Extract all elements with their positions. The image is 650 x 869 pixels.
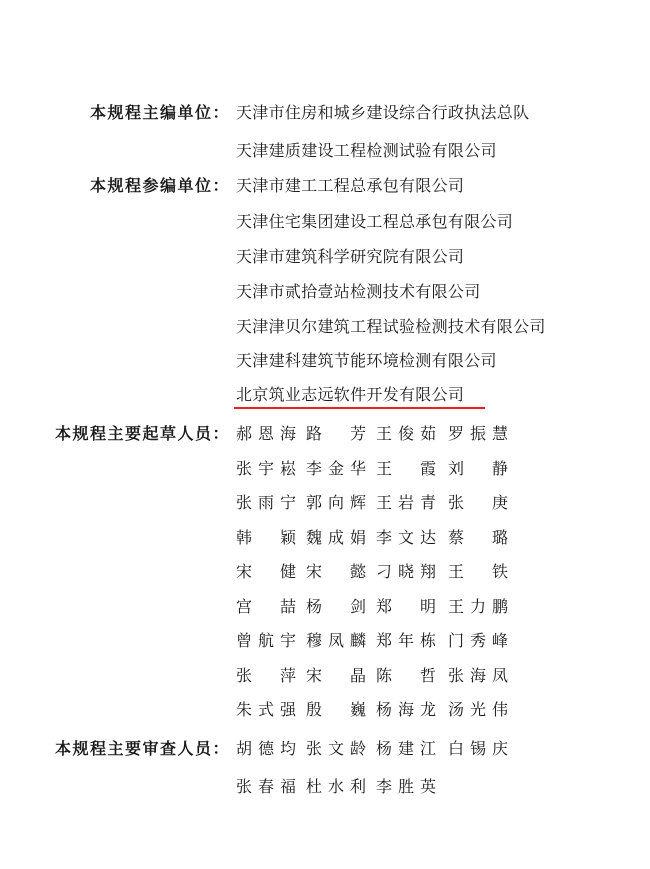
person-name: 门秀峰 [448, 631, 508, 650]
person-name: 张春福 [236, 777, 296, 796]
person-name: 张庚 [448, 493, 508, 512]
person-name: 路芳 [306, 424, 366, 443]
person-name: 白锡庆 [448, 739, 508, 758]
person-name: 杨海龙 [376, 700, 436, 719]
person-name: 王岩青 [376, 493, 436, 512]
participating-org: 天津市建筑科学研究院有限公司 [236, 247, 465, 266]
person-name: 张宇崧 [236, 458, 296, 478]
person-name: 罗振慧 [448, 424, 508, 443]
person-name: 蔡璐 [448, 527, 508, 547]
participating-org: 天津津贝尔建筑工程试验检测技术有限公司 [236, 317, 546, 336]
person-name: 穆凤麟 [306, 631, 366, 650]
person-name: 宋懿 [306, 562, 366, 581]
person-name: 张雨宁 [236, 493, 296, 512]
person-name: 张海凤 [448, 665, 508, 685]
person-name: 朱式强 [236, 700, 296, 719]
person-name: 刁晓翔 [376, 562, 436, 581]
person-name: 张文龄 [306, 739, 366, 758]
participating-org: 天津住宅集团建设工程总承包有限公司 [236, 212, 514, 231]
person-name: 曾航宇 [236, 631, 296, 650]
person-name: 郑明 [376, 596, 436, 616]
person-name: 宋健 [236, 562, 296, 581]
person-name: 魏成娟 [306, 527, 366, 547]
participating-org-highlighted: 北京筑业志远软件开发有限公司 [236, 385, 465, 404]
person-name: 宫喆 [236, 596, 296, 616]
participating-org: 天津市贰拾壹站检测技术有限公司 [236, 282, 481, 301]
drafters-label: 本规程主要起草人员： [54, 424, 230, 443]
person-name: 王铁 [448, 562, 508, 581]
person-name: 杨建江 [376, 739, 436, 758]
person-name: 郝恩海 [236, 424, 296, 443]
person-name: 宋晶 [306, 665, 366, 685]
person-name: 殷巍 [306, 700, 366, 719]
participating-org: 天津建科建筑节能环境检测有限公司 [236, 351, 497, 370]
reviewers-label: 本规程主要审查人员： [54, 739, 230, 758]
person-name: 韩颖 [236, 527, 296, 547]
person-name: 王力鹏 [448, 596, 508, 616]
person-name: 张萍 [236, 665, 296, 685]
chief-editor-org: 天津建质建设工程检测试验有限公司 [236, 141, 497, 160]
person-name: 刘静 [448, 458, 508, 478]
participating-label: 本规程参编单位： [89, 176, 230, 195]
chief-editor-label: 本规程主编单位： [89, 103, 230, 122]
person-name: 王俊茹 [376, 424, 436, 443]
participating-org: 天津市建工工程总承包有限公司 [236, 176, 465, 195]
person-name: 王霞 [376, 458, 436, 478]
person-name: 郑年栋 [376, 631, 436, 650]
person-name: 胡德均 [236, 739, 296, 758]
person-name: 汤光伟 [448, 700, 508, 719]
chief-editor-org: 天津市住房和城乡建设综合行政执法总队 [236, 103, 530, 122]
person-name: 郭向辉 [306, 493, 366, 512]
person-name: 李胜英 [376, 777, 436, 796]
person-name: 陈哲 [376, 665, 436, 685]
person-name: 李文达 [376, 527, 436, 547]
person-name: 李金华 [306, 458, 366, 478]
red-underline [234, 407, 485, 409]
person-name: 杨剑 [306, 596, 366, 616]
person-name: 杜水利 [306, 777, 366, 796]
